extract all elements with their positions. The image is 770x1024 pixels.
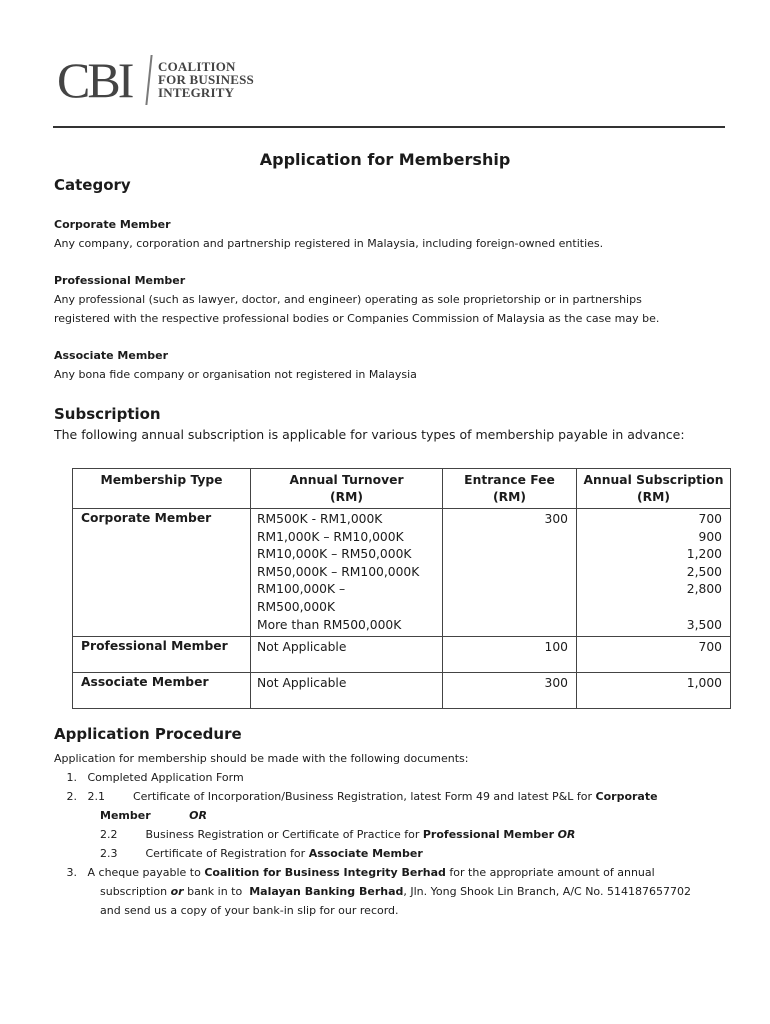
subscription-heading: Subscription [54,405,161,423]
logo-mark: CBI [57,52,132,108]
table-row [73,637,731,673]
cell-turnover: RM500K - RM1,000K RM1,000K – RM10,000K RM10,000K – RM50,000K RM50,000K – RM100,000K RM100,000K – RM500,000K More than RM500,000K [251,509,443,637]
col-header-turnover: Annual Turnover (RM) [251,469,443,509]
procedure-step-cont: and send us a copy of your bank-in slip for our record. [100,904,399,917]
table-row [73,509,731,637]
category-heading: Category [54,176,131,194]
procedure-intro: Application for membership should be made with the following documents: [54,752,469,765]
col-header-type: Membership Type [73,469,251,509]
procedure-step: 3. A cheque payable to Coalition for Business Integrity Berhad for the appropriate amount of annual [66,866,655,879]
header-rule [53,126,725,128]
cell-entrance: 300 [443,673,577,709]
table-header-row [73,469,731,509]
cell-entrance: 100 [443,637,577,673]
col-header-subscription: Annual Subscription (RM) [577,469,731,509]
col-header-entrance: Entrance Fee (RM) [443,469,577,509]
category-label-associate: Associate Member [54,349,169,362]
cell-subscription: 700 900 1,200 2,500 2,800 3,500 [577,509,731,637]
cell-type: Associate Member [73,673,251,709]
logo-divider [145,55,152,105]
subscription-intro: The following annual subscription is applicable for various types of membership payable in advance: [54,427,685,442]
cell-subscription: 1,000 [577,673,731,709]
cell-type: Professional Member [73,637,251,673]
procedure-step-cont: Member OR [100,809,207,822]
fee-table [72,468,731,709]
procedure-step: 2. 2.1 Certificate of Incorporation/Business Registration, latest Form 49 and latest P&L for Corporate [66,790,658,803]
cell-turnover: Not Applicable [251,673,443,709]
cell-subscription: 700 [577,637,731,673]
logo-line: COALITION [158,59,236,74]
cell-turnover: Not Applicable [251,637,443,673]
procedure-body [54,749,734,920]
cell-type: Corporate Member [73,509,251,637]
procedure-substep: 2.2 Business Registration or Certificate of Practice for Professional Member OR [100,828,576,841]
logo-line: FOR BUSINESS [158,72,254,87]
logo-text [158,60,254,99]
page-title: Application for Membership [259,150,511,169]
cell-entrance: 300 [443,509,577,637]
table-row [73,673,731,709]
procedure-heading: Application Procedure [54,725,242,743]
procedure-step-cont: subscription or bank in to Malayan Banking Berhad, Jln. Yong Shook Lin Branch, A/C No. 514187657702 [100,885,691,898]
category-label-professional: Professional Member [54,274,186,287]
category-label-corporate: Corporate Member [54,218,171,231]
logo-line: INTEGRITY [158,85,235,100]
category-desc-associate: Any bona fide company or organisation not registered in Malaysia [54,368,417,381]
category-desc-professional: Any professional (such as lawyer, doctor, and engineer) operating as sole proprietorship or in partnerships [54,293,642,306]
procedure-substep: 2.3 Certificate of Registration for Associate Member [100,847,423,860]
procedure-step: 1. Completed Application Form [66,771,244,784]
category-desc-corporate: Any company, corporation and partnership registered in Malaysia, including foreign-owned entities. [54,237,604,250]
category-desc-professional-2: registered with the respective professional bodies or Companies Commission of Malaysia as the case may be. [54,312,660,325]
